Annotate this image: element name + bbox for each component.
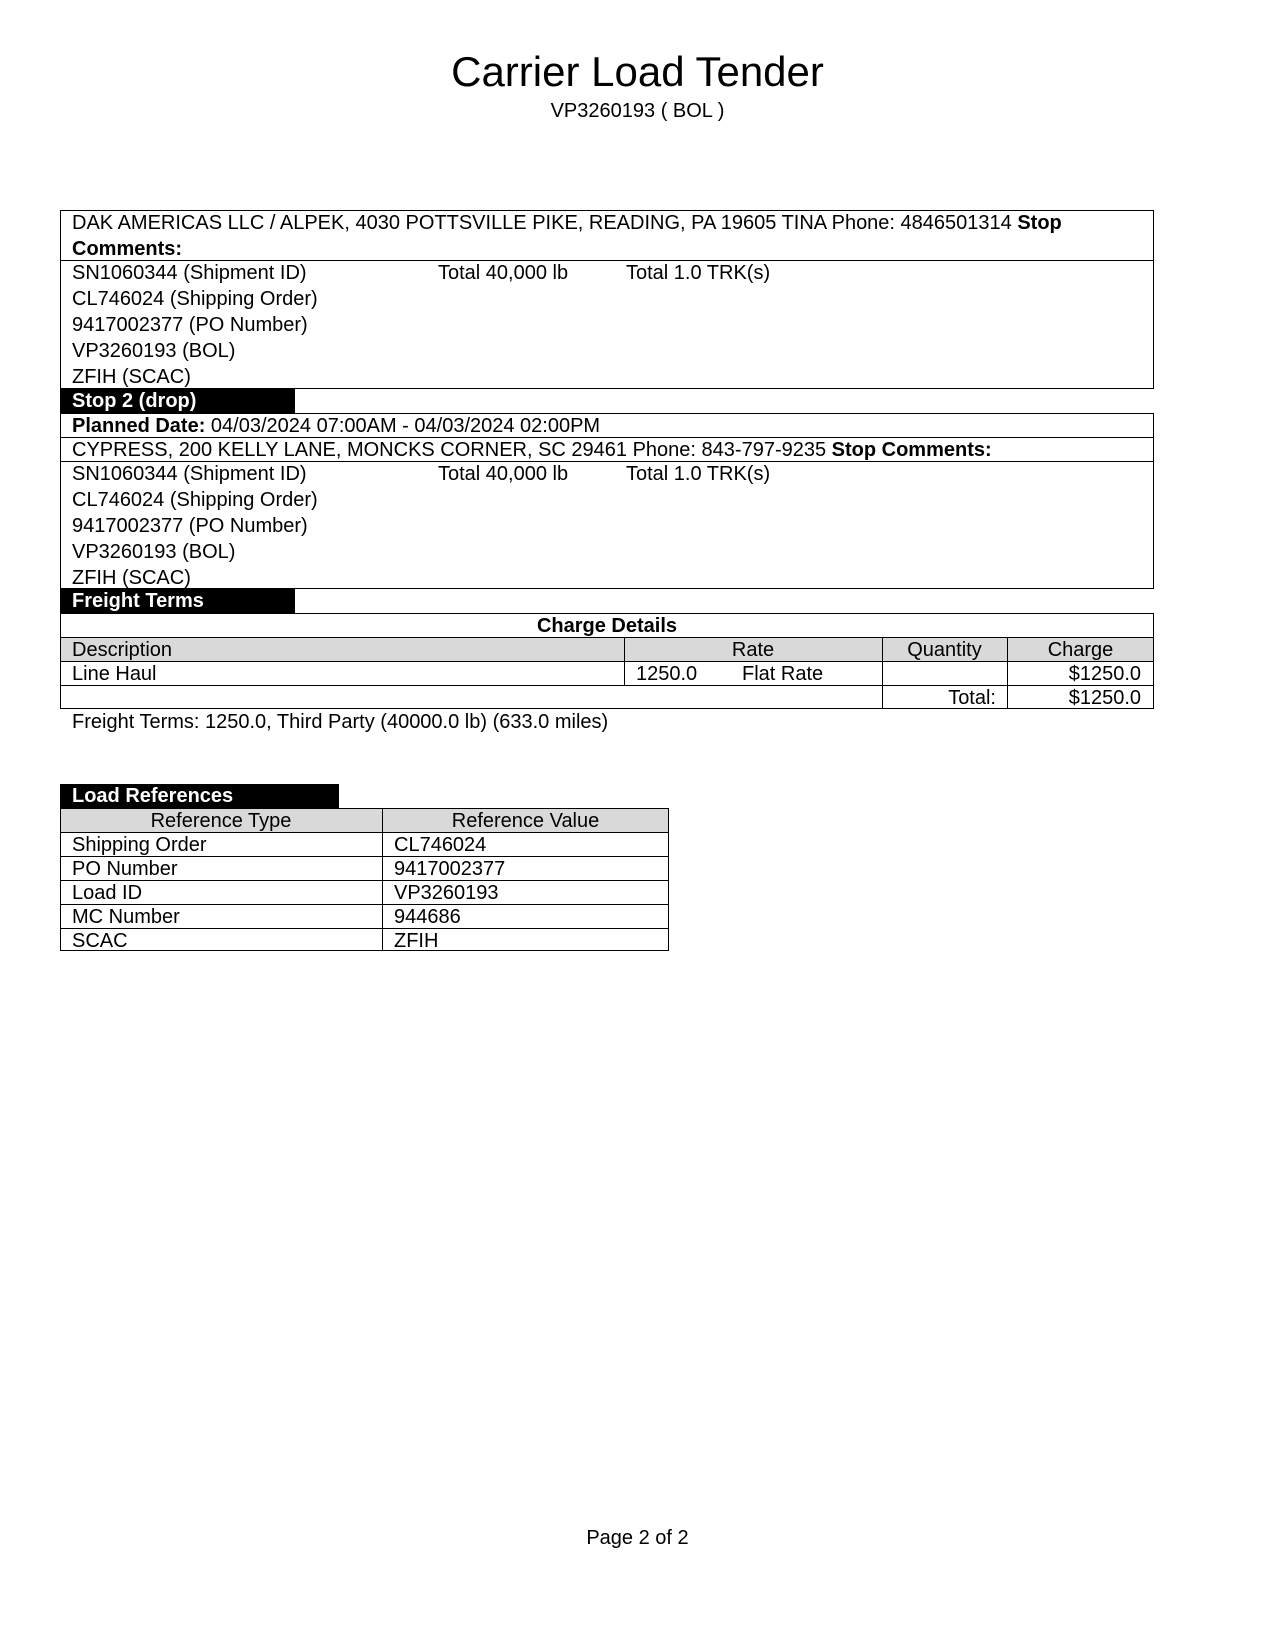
stop2-ref-2: 9417002377 (PO Number) [72,515,308,537]
stop1-ref-1: CL746024 (Shipping Order) [72,288,318,310]
charge-total-label: Total: [948,687,996,709]
charge-col-description: Description [72,639,173,661]
charge-row-description: Line Haul [72,663,157,685]
charge-row-rate-type: Flat Rate [742,663,824,685]
stop2-planned-line [72,414,600,438]
load-ref-value: 9417002377 [394,858,506,880]
load-ref-type: PO Number [72,858,178,880]
stop2-ref-0: SN1060344 (Shipment ID) [72,463,307,485]
page-subtitle: VP3260193 ( BOL ) [550,100,725,122]
stop1-total-weight: Total 40,000 lb [438,262,569,284]
load-ref-value: ZFIH [394,930,439,952]
load-ref-value: VP3260193 [394,882,499,904]
page-number: Page 2 of 2 [586,1527,689,1549]
charge-col-rate: Rate [731,639,775,661]
freight-terms-text: Freight Terms: 1250.0, Third Party (40000.0 lb) (633.0 miles) [72,711,609,733]
charge-col-charge: Charge [1047,639,1114,661]
stop2-total-weight: Total 40,000 lb [438,463,569,485]
freight-heading: Freight Terms [60,589,295,613]
stop2-total-trucks: Total 1.0 TRK(s) [626,463,771,485]
load-refs-heading: Load References [60,784,339,808]
stop2-ref-1: CL746024 (Shipping Order) [72,489,318,511]
stop1-address-line [72,211,1062,235]
load-ref-value: CL746024 [394,834,487,856]
stop2-address-line [72,438,992,462]
charge-row-charge: $1250.0 [1068,663,1141,685]
load-refs-col-type: Reference Type [150,810,292,832]
stop1-comments-label-b: Comments: [72,238,183,260]
charge-row-rate-value: 1250.0 [636,663,698,685]
stop2-planned-value: 04/03/2024 07:00AM - 04/03/2024 02:00PM [205,415,601,437]
stop2-comments-label: Stop Comments: [831,439,992,461]
stop1-address: DAK AMERICAS LLC / ALPEK, 4030 POTTSVILLE PIKE, READING, PA 19605 TINA Phone: 4846501314 [72,212,1012,234]
load-ref-type: Shipping Order [72,834,207,856]
stop2-ref-3: VP3260193 (BOL) [72,541,236,563]
load-ref-type: MC Number [72,906,180,928]
charge-details-title: Charge Details [536,615,678,637]
charge-col-quantity: Quantity [907,639,982,661]
load-ref-type: Load ID [72,882,143,904]
stop2-address: CYPRESS, 200 KELLY LANE, MONCKS CORNER, SC 29461 Phone: 843-797-9235 [72,439,827,461]
load-ref-value: 944686 [394,906,461,928]
page-title: Carrier Load Tender [451,48,824,95]
stop2-heading: Stop 2 (drop) [60,389,295,413]
stop1-ref-2: 9417002377 (PO Number) [72,314,308,336]
stop1-comments-label-a: Stop [1017,212,1062,234]
charge-total-value: $1250.0 [1068,687,1141,709]
stop1-total-trucks: Total 1.0 TRK(s) [626,262,771,284]
stop2-planned-label: Planned Date: [72,415,206,437]
load-refs-col-value: Reference Value [451,810,600,832]
stop1-ref-4: ZFIH (SCAC) [72,366,191,388]
load-ref-type: SCAC [72,930,128,952]
stop1-ref-3: VP3260193 (BOL) [72,340,236,362]
stop1-ref-0: SN1060344 (Shipment ID) [72,262,307,284]
stop2-ref-4: ZFIH (SCAC) [72,567,191,589]
